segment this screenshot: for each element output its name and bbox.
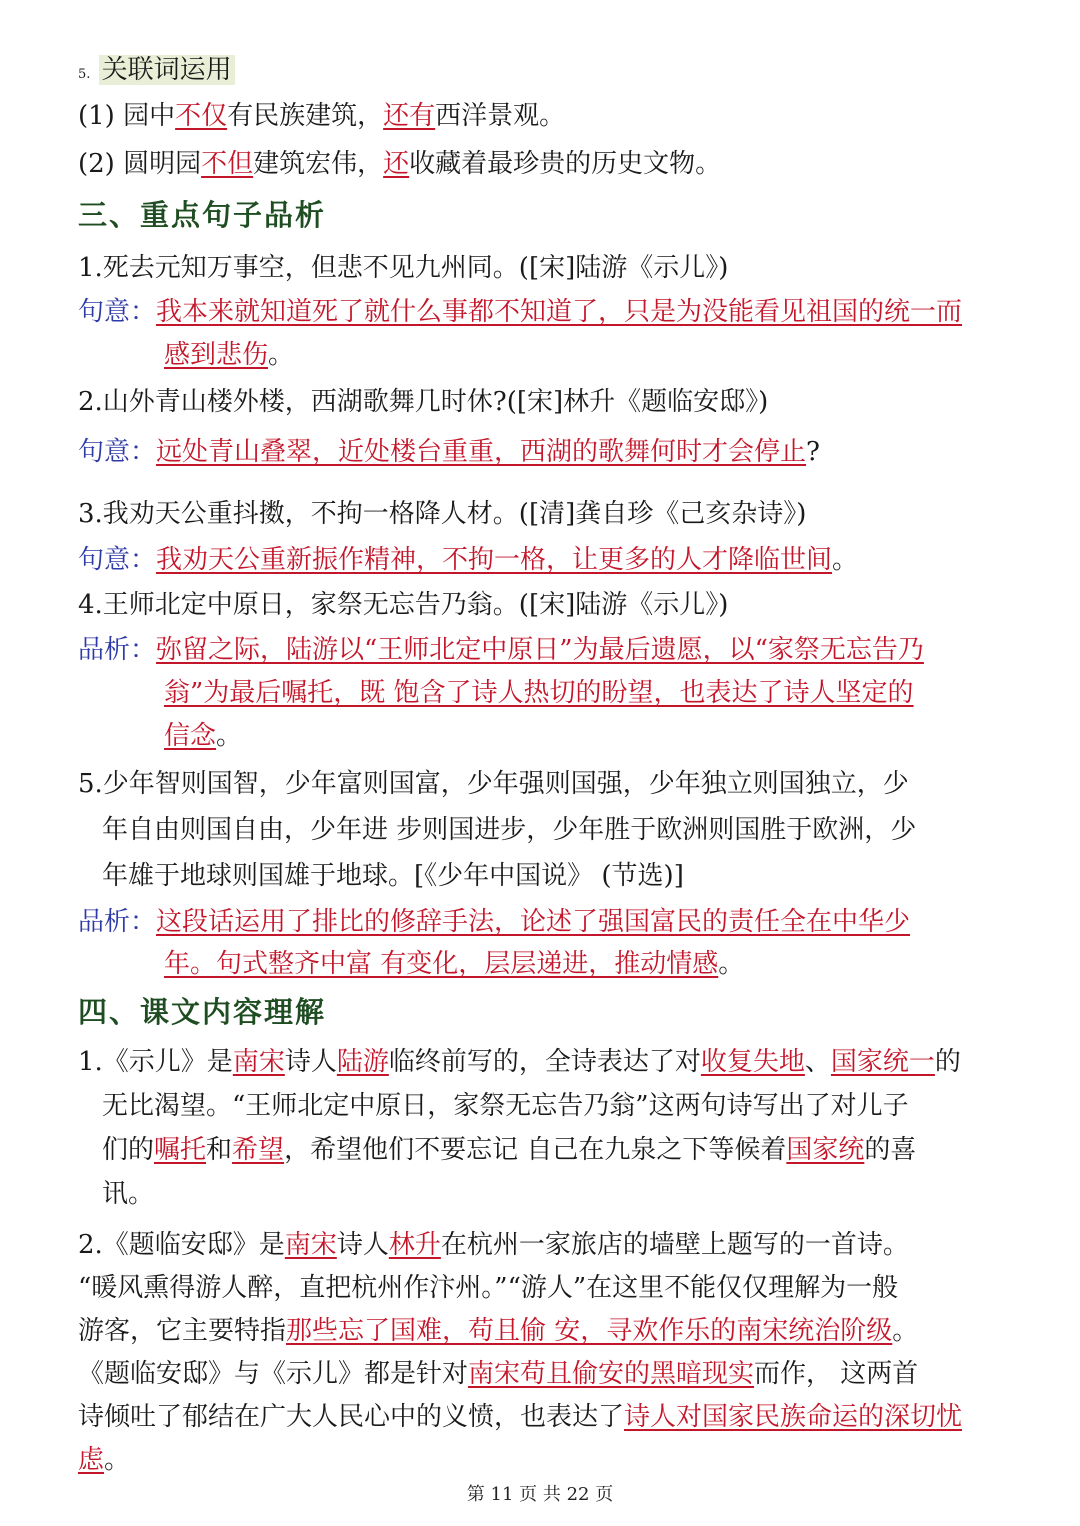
paragraph-2: 2.《题临安邸》是南宋诗人林升在杭州一家旅店的墙壁上题写的一首诗。 <box>78 1230 909 1260</box>
answer: 陆游 <box>336 1047 389 1077</box>
sentence-4: 4.王师北定中原日，家祭无忘告乃翁。([宋]陆游《示儿》) <box>78 590 729 620</box>
sentence-5: 5.少年智则国智，少年富则国富，少年强则国强，少年独立则国独立，少 <box>78 769 909 799</box>
example-1: (1) 园中不仅有民族建筑，还有西洋景观。 <box>78 101 566 131</box>
analysis-5-cont: 年。句式整齐中富 有变化，层层递进，推动情感。 <box>164 949 745 979</box>
answer: 诗人对国家民族命运的深切忧 <box>624 1402 963 1432</box>
paragraph-2-cont: 游客，它主要特指那些忘了国难，苟且偷 安，寻欢作乐的南宋统治阶级。 <box>78 1316 919 1346</box>
paragraph-1-cont: 无比渴望。“王师北定中原日，家祭无忘告乃翁”这两句诗写出了对儿子 <box>102 1091 909 1121</box>
answer: 南宋苟且偷安的黑暗现实 <box>468 1359 755 1389</box>
answer: 国家统 <box>786 1135 865 1165</box>
answer: 年。句式整齐中富 有变化，层层递进，推动情感 <box>164 949 719 979</box>
paragraph-1-cont: 讯。 <box>102 1179 155 1209</box>
paragraph-2-cont: 虑。 <box>78 1445 131 1475</box>
answer: 信念 <box>164 721 217 751</box>
paragraph-2-cont: 诗倾吐了郁结在广大人民心中的义愤，也表达了诗人对国家民族命运的深切忧 <box>78 1402 963 1432</box>
paragraph-1-cont: 们的嘱托和希望，希望他们不要忘记 自己在九泉之下等候着国家统的喜 <box>102 1135 917 1165</box>
section-heading: 四、课文内容理解 <box>78 995 327 1029</box>
answer: 不但 <box>201 149 254 179</box>
paragraph-2-cont: “暖风熏得游人醉，直把杭州作汴州。”“游人”在这里不能仅仅理解为一般 <box>78 1273 899 1303</box>
answer: 远处青山叠翠，近处楼台重重，西湖的歌舞何时才会停止 <box>156 437 807 467</box>
answer: 那些忘了国难，苟且偷 安，寻欢作乐的南宋统治阶级 <box>286 1316 893 1346</box>
label: 句意： <box>78 545 157 575</box>
analysis-4-cont <box>78 671 1080 715</box>
section-heading: 三、重点句子品析 <box>78 198 327 232</box>
answer: 我本来就知道死了就什么事都不知道了，只是为没能看见祖国的统一而 <box>156 297 963 327</box>
label: 句意： <box>78 297 157 327</box>
analysis-5 <box>78 900 1008 944</box>
answer: 嘱托 <box>154 1135 207 1165</box>
meaning-2: 句意：远处青山叠翠，近处楼台重重，西湖的歌舞何时才会停止? <box>78 437 820 467</box>
paragraph-1: 1.《示儿》是南宋诗人陆游临终前写的，全诗表达了对收复失地、国家统一的 <box>78 1047 961 1077</box>
subsection-number: 5. <box>78 67 91 82</box>
answer: 不仅 <box>175 101 228 131</box>
answer: 我劝天公重新振作精神，不拘一格，让更多的人才降临世间 <box>156 545 833 575</box>
subsection-title <box>78 48 1008 97</box>
analysis-4-cont: 信念。 <box>164 721 243 751</box>
meaning-1-cont: 感到悲伤。 <box>164 340 295 370</box>
answer: 弥留之际，陆游以“王师北定中原日”为最后遗愿，以“家祭无忘告乃 <box>156 635 924 665</box>
answer: 南宋 <box>284 1230 337 1260</box>
subsection-heading: 关联词运用 <box>99 55 235 85</box>
page-number: 第 11 页 共 22 页 <box>466 1484 614 1505</box>
answer: 翁”为最后嘱托，既 饱含了诗人热切的盼望，也表达了诗人坚定的 <box>164 678 914 708</box>
answer: 收复失地 <box>700 1047 805 1077</box>
label: 品析： <box>78 907 157 937</box>
answer: 林升 <box>388 1230 441 1260</box>
sentence-1: 1.死去元知万事空，但悲不见九州同。([宋]陆游《示儿》) <box>78 253 729 283</box>
meaning-1 <box>78 290 1008 334</box>
sentence-3: 3.我劝天公重抖擞，不拘一格降人材。([清]龚自珍《己亥杂诗》) <box>78 499 807 529</box>
answer: 南宋 <box>232 1047 285 1077</box>
sentence-5-cont: 年雄于地球则国雄于地球。[《少年中国说》 (节选)] <box>102 861 684 891</box>
sentence-5-cont: 年自由则国自由，少年进 步则国进步，少年胜于欧洲则国胜于欧洲，少 <box>102 815 917 845</box>
answer: 虑 <box>78 1445 105 1475</box>
answer: 这段话运用了排比的修辞手法，论述了强国富民的责任全在中华少 <box>156 907 911 937</box>
answer: 感到悲伤 <box>164 340 269 370</box>
label: 句意： <box>78 437 157 467</box>
label: 品析： <box>78 635 157 665</box>
example-2: (2) 圆明园不但建筑宏伟，还收藏着最珍贵的历史文物。 <box>78 149 722 179</box>
meaning-3: 句意：我劝天公重新振作精神，不拘一格，让更多的人才降临世间。 <box>78 545 859 575</box>
analysis-4 <box>78 628 1008 672</box>
answer: 希望 <box>232 1135 285 1165</box>
sentence-2: 2.山外青山楼外楼，西湖歌舞几时休?([宋]林升《题临安邸》) <box>78 387 769 417</box>
answer: 还有 <box>383 101 436 131</box>
answer: 国家统一 <box>830 1047 935 1077</box>
paragraph-2-cont: 《题临安邸》与《示儿》都是针对南宋苟且偷安的黑暗现实而作， 这两首 <box>78 1359 919 1389</box>
answer: 还 <box>383 149 410 179</box>
